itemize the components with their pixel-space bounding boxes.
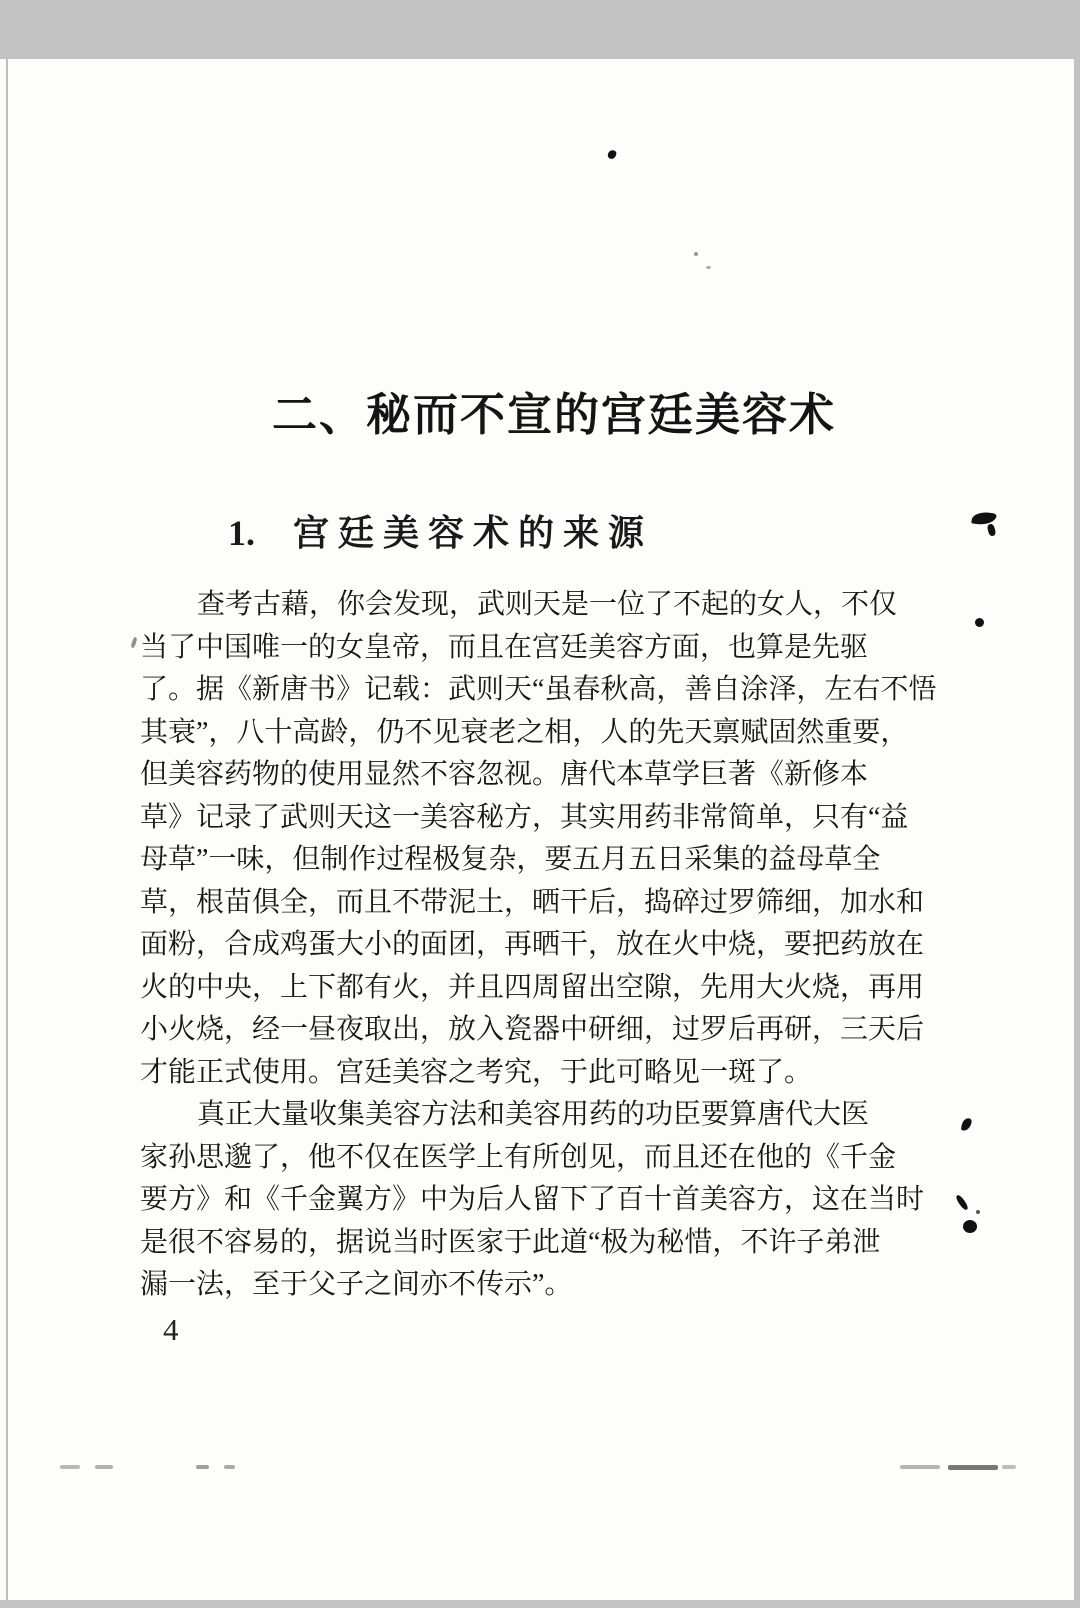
scan-speck-artifact bbox=[706, 266, 711, 269]
scanner-backdrop-top bbox=[0, 0, 1080, 59]
page-edge-shadow bbox=[6, 59, 8, 1600]
section-heading bbox=[228, 505, 653, 556]
scan-smudge-artifact bbox=[224, 1465, 235, 1469]
text-line: 草，根苗俱全，而且不带泥土，晒干后，捣碎过罗筛细，加水和 bbox=[140, 886, 925, 918]
text-line: 当了中国唯一的女皇帝，而且在宫廷美容方面，也算是先驱 bbox=[140, 631, 869, 663]
scan-speck-artifact bbox=[694, 252, 698, 256]
scan-smudge-artifact bbox=[948, 1465, 998, 1470]
scan-smudge-artifact bbox=[60, 1465, 80, 1469]
text-line: 小火烧，经一昼夜取出，放入瓷器中研细，过罗后再研，三天后 bbox=[140, 1014, 925, 1045]
text-line: 真正大量收集美容方法和美容用药的功臣要算唐代大医 bbox=[197, 1099, 870, 1130]
text-line: 火的中央，上下都有火，并且四周留出空隙，先用大火烧，再用 bbox=[140, 971, 925, 1003]
text-line: 母草”一味，但制作过程极复杂，要五月五日采集的益母草全 bbox=[140, 844, 881, 875]
text-line: 漏一法，至于父子之间亦不传示”。 bbox=[140, 1269, 573, 1300]
text-line: 家孙思邈了，他不仅在医学上有所创见，而且还在他的《千金 bbox=[140, 1141, 897, 1173]
text-line: 才能正式使用。宫廷美容之考究，于此可略见一斑了。 bbox=[140, 1056, 813, 1088]
text-line: 其衰”，八十高龄，仍不见衰老之相，人的先天禀赋固然重要， bbox=[140, 716, 909, 748]
body-text bbox=[140, 584, 937, 1307]
text-line: 了。据《新唐书》记载：武则天“虽春秋高，善自涂泽，左右不悟 bbox=[140, 674, 937, 705]
ink-dot-artifact bbox=[976, 1210, 980, 1214]
text-line: 是很不容易的，据说当时医家于此道“极为秘惜，不许子弟泄 bbox=[140, 1226, 881, 1258]
scanner-backdrop-bottom bbox=[0, 1600, 1080, 1608]
ink-dot-artifact bbox=[963, 1220, 977, 1233]
text-line: 但美容药物的使用显然不容忽视。唐代本草学巨著《新修本 bbox=[140, 759, 869, 790]
text-line: 查考古藉，你会发现，武则天是一位了不起的女人，不仅 bbox=[197, 589, 898, 620]
text-line: 面粉，合成鸡蛋大小的面团，再晒干，放在火中烧，要把药放在 bbox=[140, 929, 925, 960]
scan-smudge-artifact bbox=[1002, 1465, 1016, 1469]
ink-dot-artifact bbox=[975, 618, 984, 627]
chapter-title: 二、秘而不宣的宫廷美容术 bbox=[272, 389, 837, 440]
section-title: 宫廷美容术的来源 bbox=[293, 513, 654, 553]
scan-smudge-artifact bbox=[95, 1465, 113, 1469]
scanner-backdrop-right bbox=[1074, 0, 1080, 1608]
scan-smudge-artifact bbox=[900, 1465, 940, 1469]
scan-smudge-artifact bbox=[196, 1465, 209, 1469]
section-number: 1. bbox=[228, 513, 255, 553]
text-line: 草》记录了武则天这一美容秘方，其实用药非常简单，只有“益 bbox=[140, 801, 909, 833]
text-line: 要方》和《千金翼方》中为后人留下了百十首美容方，这在当时 bbox=[140, 1184, 925, 1215]
page-number: 4 bbox=[163, 1312, 179, 1347]
